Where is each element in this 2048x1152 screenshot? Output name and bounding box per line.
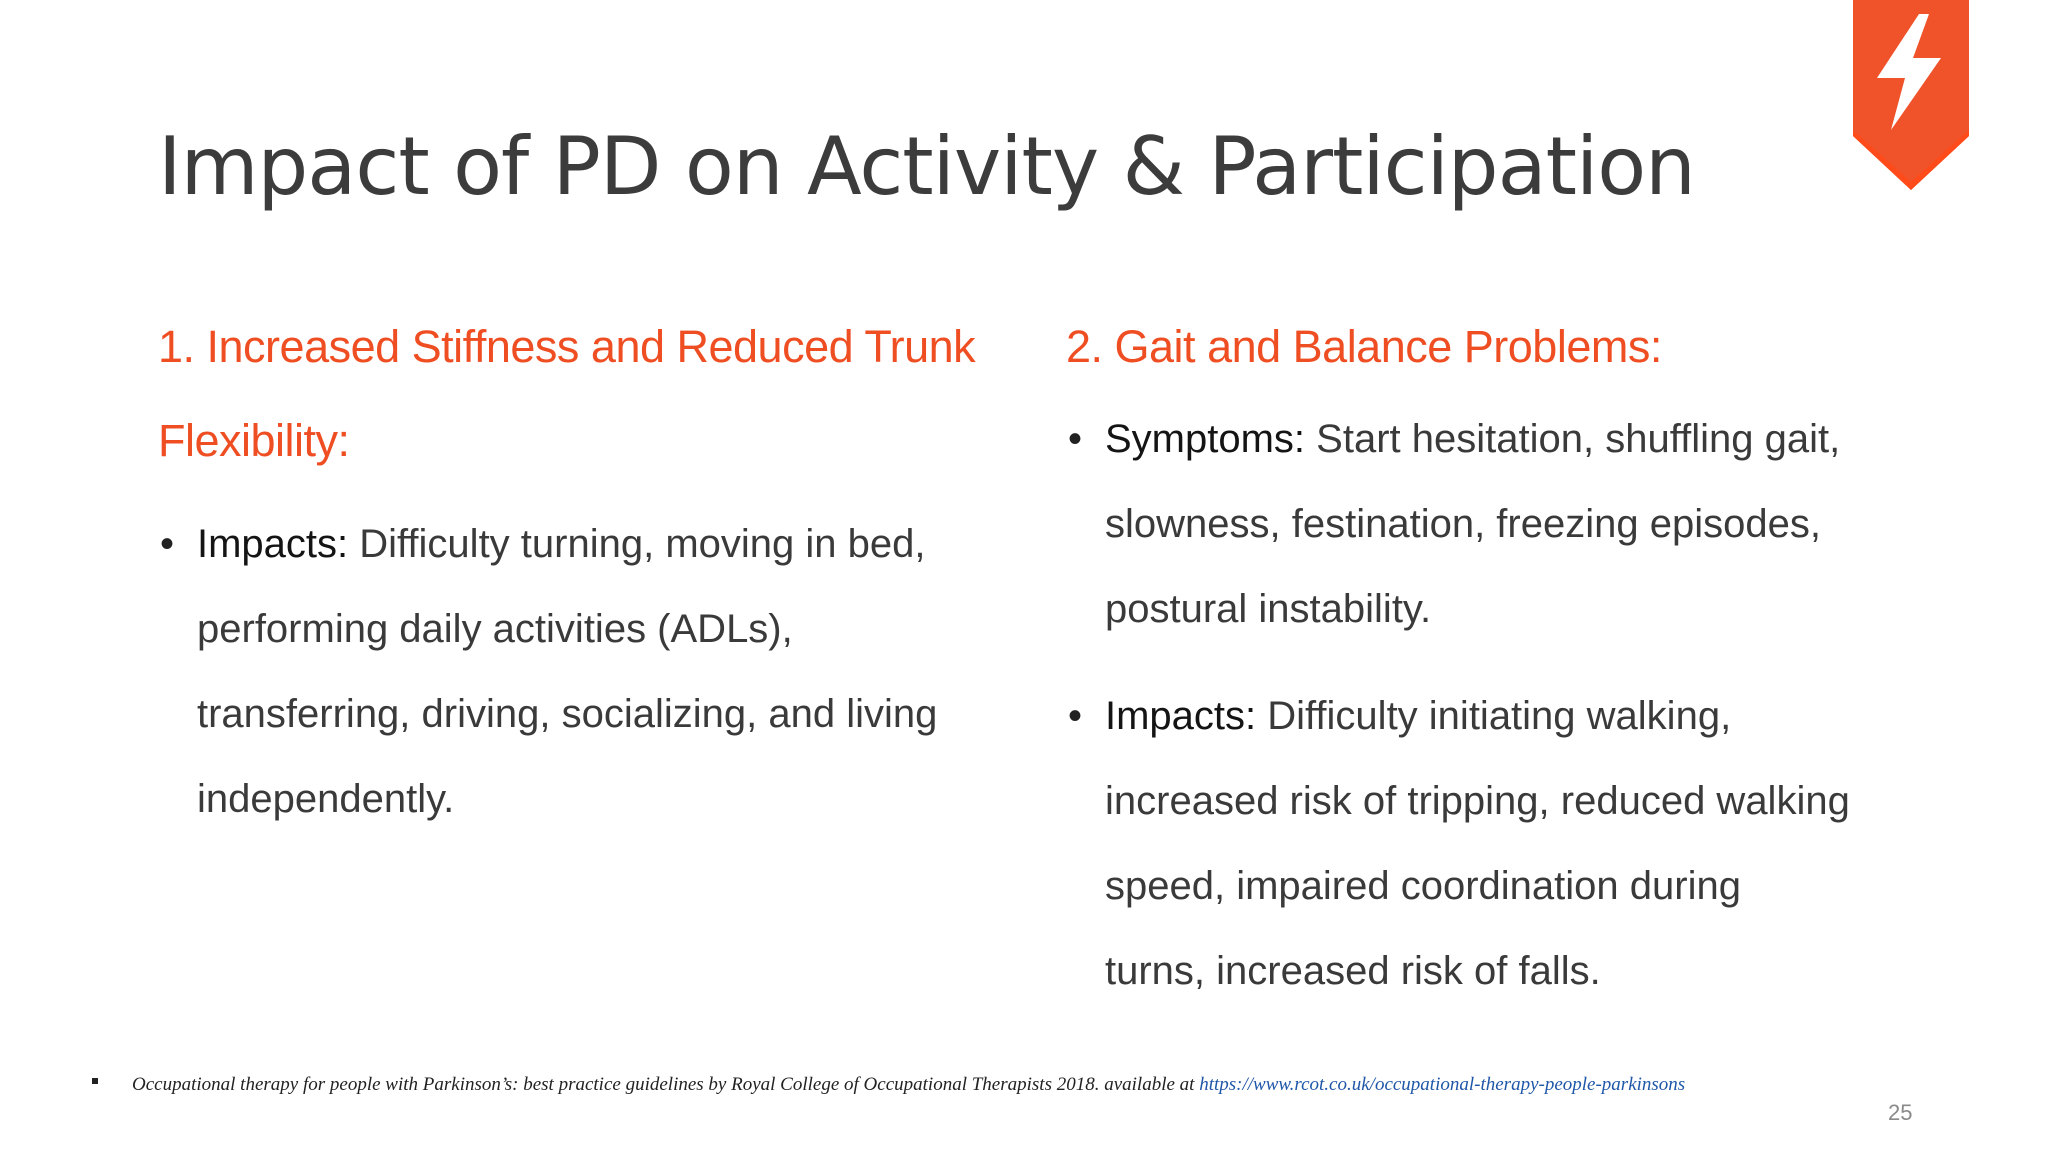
left-column-heading	[158, 300, 1018, 488]
bullet-text: Difficulty initiating walking,	[1256, 694, 1732, 738]
bullet-text: Start hesitation, shuffling gait,	[1305, 417, 1841, 461]
bullet-line: speed, impaired coordination during	[1105, 864, 1741, 908]
left-column	[158, 300, 1018, 842]
bullet-line	[1105, 397, 1946, 482]
footnote-bullet-icon	[92, 1078, 98, 1084]
bookmark-badge	[1853, 0, 1969, 190]
bullet-line: slowness, festination, freezing episodes,	[1105, 502, 1821, 546]
bullet-dot: •	[160, 522, 175, 566]
right-column-heading: 2. Gait and Balance Problems:	[1066, 321, 1662, 372]
left-bullet-list	[158, 502, 1018, 842]
left-heading-line-1: 1. Increased Stiffness and Reduced Trunk	[158, 321, 976, 372]
right-column	[1066, 300, 1946, 1014]
bullet-item-symptoms	[1066, 397, 1946, 652]
bullet-line: postural instability.	[1105, 587, 1432, 631]
bullet-line: performing daily activities (ADLs),	[197, 607, 793, 651]
footnote-text	[132, 1074, 1685, 1096]
bullet-item-impacts	[158, 502, 1018, 842]
bullet-term: Impacts:	[1105, 694, 1257, 738]
footnote-link[interactable]: https://www.rcot.co.uk/occupational-therapy-people-parkinsons	[1199, 1074, 1686, 1095]
left-heading-line-2: Flexibility:	[158, 415, 350, 466]
bullet-line: independently.	[197, 777, 455, 821]
right-bullet-list	[1066, 397, 1946, 1014]
bullet-line	[1105, 674, 1946, 759]
bullet-dot: •	[1068, 417, 1083, 461]
bullet-line: transferring, driving, socializing, and living	[197, 692, 938, 736]
slide-title: Impact of PD on Activity & Participation	[158, 120, 1695, 213]
bullet-text: Difficulty turning, moving in bed,	[348, 522, 926, 566]
bullet-line	[197, 502, 1018, 587]
bullet-item-impacts	[1066, 674, 1946, 1014]
page-number: 25	[1888, 1100, 1913, 1125]
bullet-dot: •	[1068, 694, 1083, 738]
footnote-citation: Occupational therapy for people with Parkinson’s: best practice guidelines by Royal College of Occupational Therapists 2018. available at	[132, 1074, 1200, 1095]
bullet-term: Impacts:	[197, 522, 349, 566]
bullet-term: Symptoms:	[1105, 417, 1306, 461]
bullet-line: increased risk of tripping, reduced walking	[1105, 779, 1850, 823]
bullet-line: turns, increased risk of falls.	[1105, 949, 1601, 993]
